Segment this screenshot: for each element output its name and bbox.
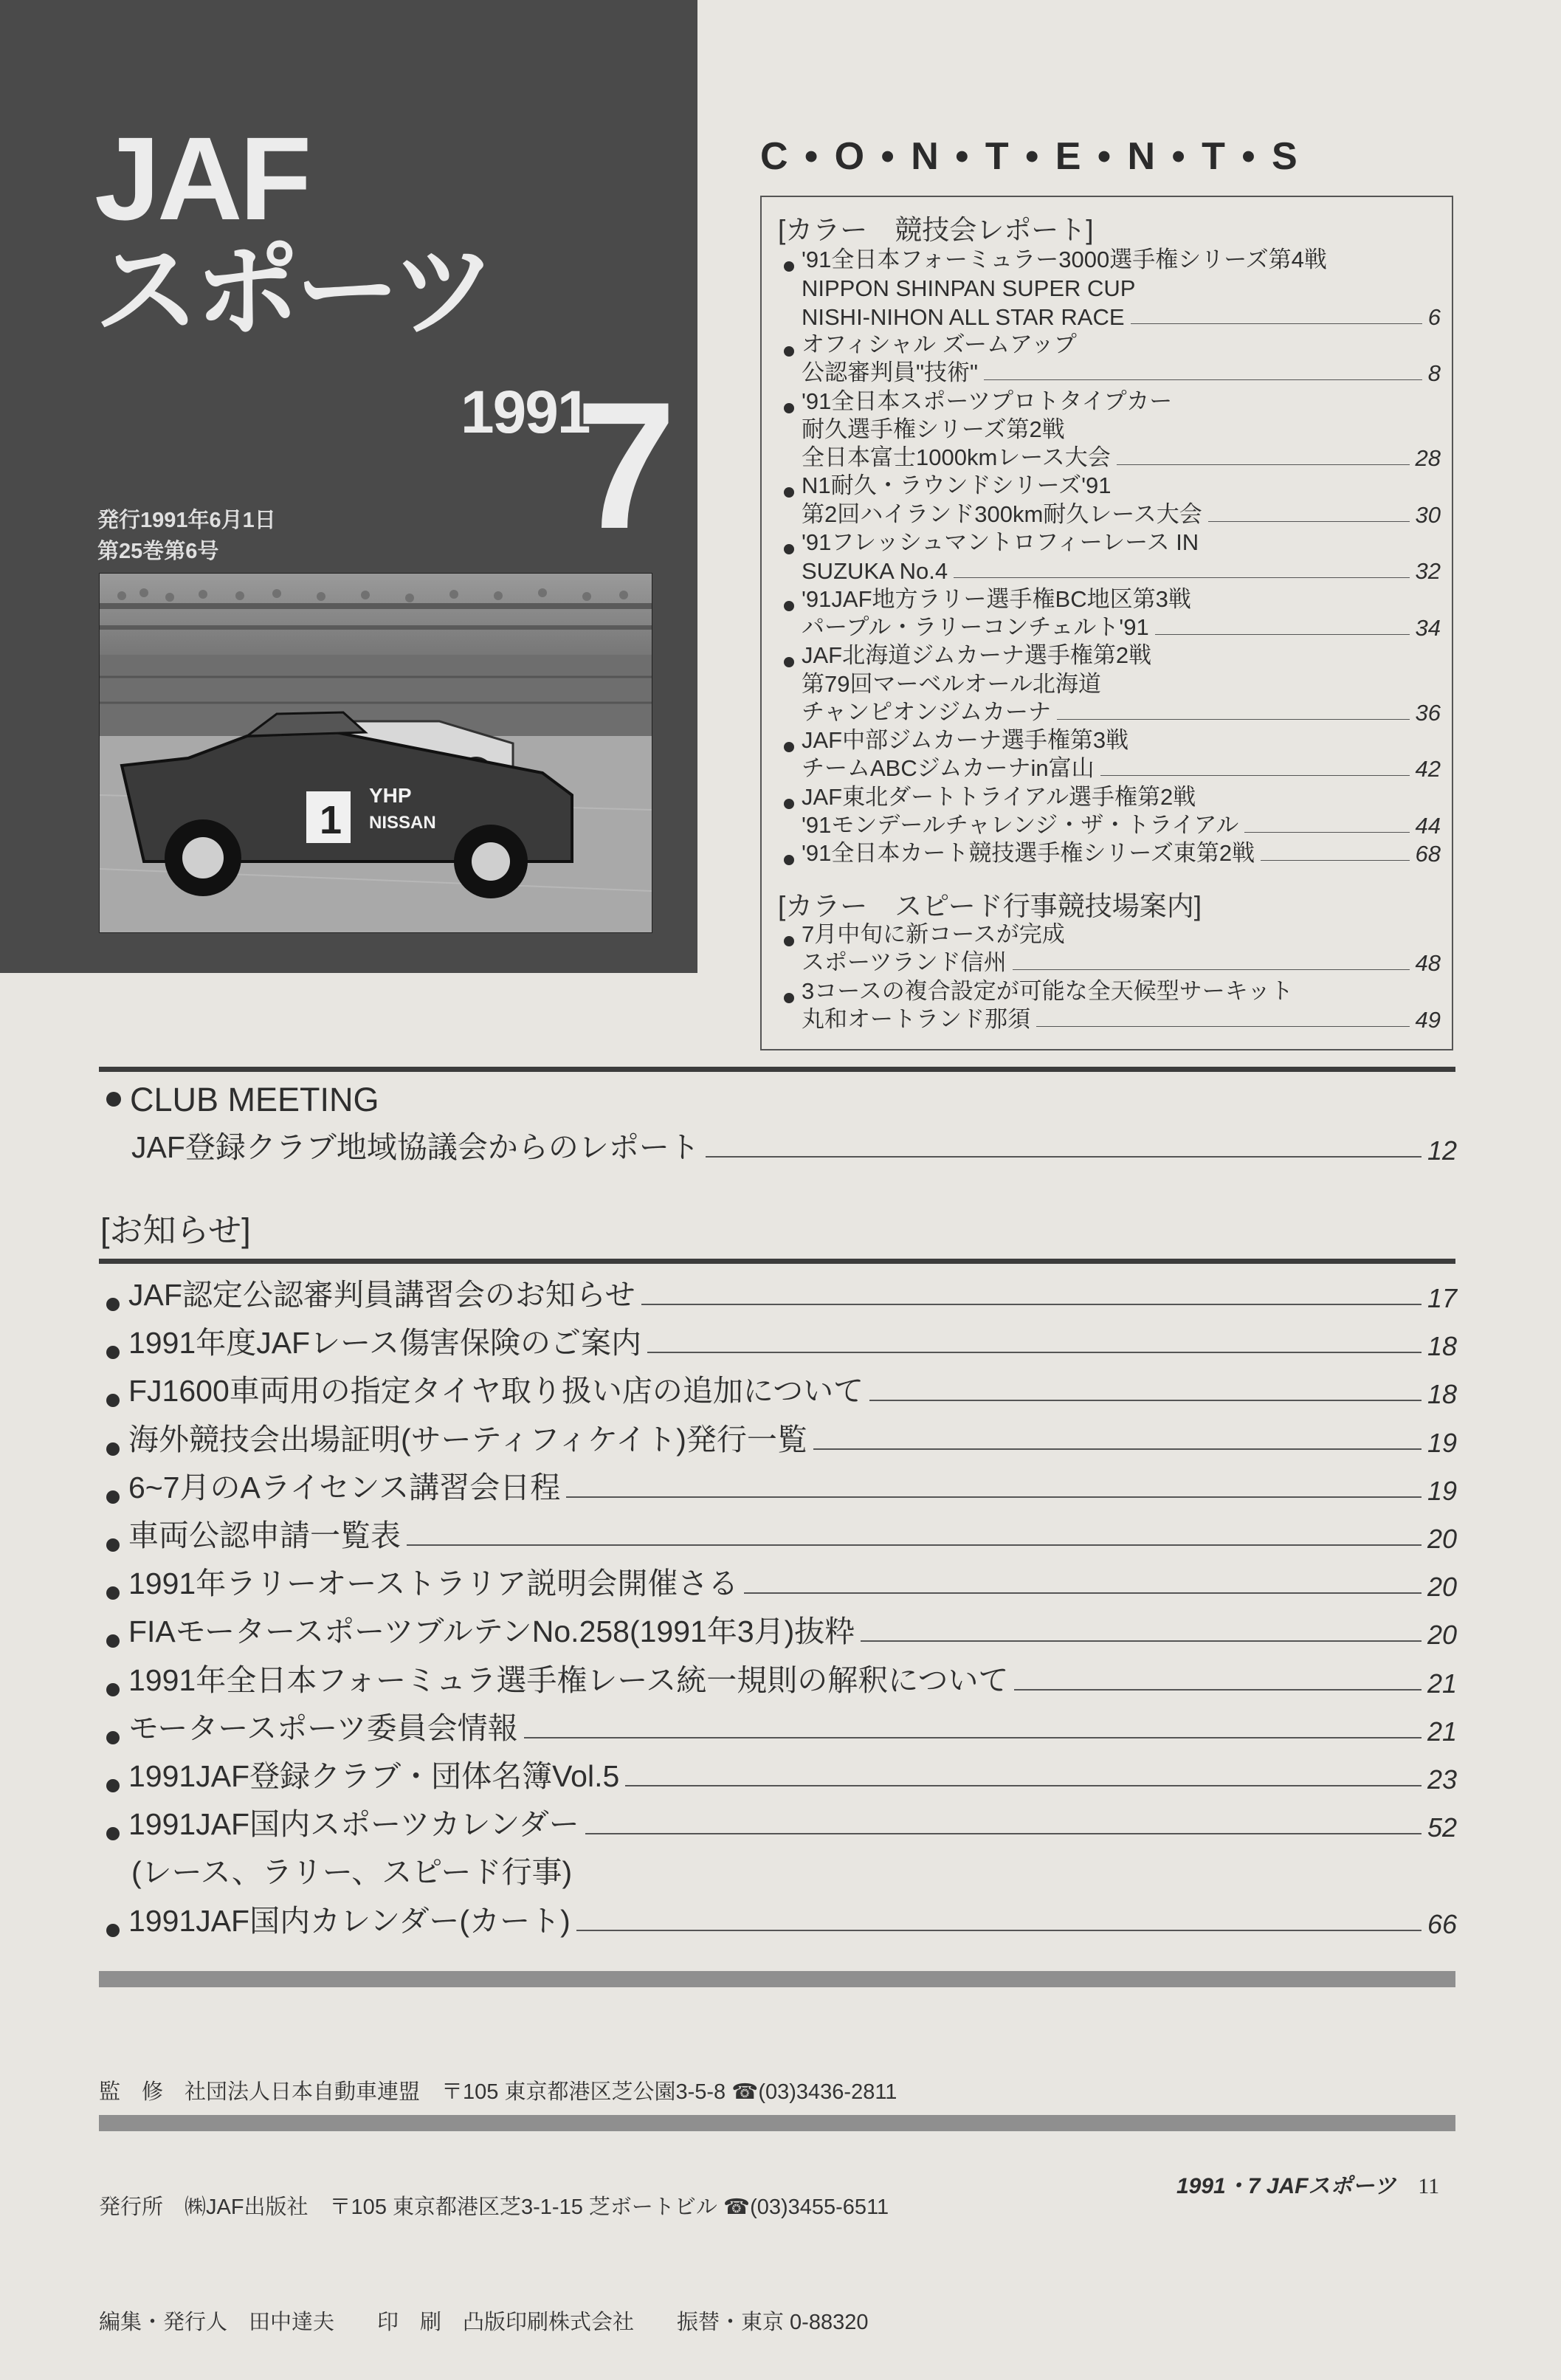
entry-title: 全日本富士1000kmレース大会	[802, 444, 1111, 471]
bullet-icon	[784, 601, 794, 611]
page-number: 42	[1415, 756, 1441, 783]
contents-entry[interactable]	[106, 1706, 1457, 1747]
contents-entry[interactable]	[802, 274, 1441, 302]
page-number: 17	[1427, 1283, 1457, 1313]
publisher-info	[99, 1996, 897, 2380]
issue-year: 1991	[461, 379, 590, 446]
bullet-icon	[106, 1538, 120, 1552]
entry-title: チームABCジムカーナin富山	[802, 755, 1095, 782]
issue-date: 発行1991年6月1日	[97, 509, 276, 532]
entry-title: '91JAF地方ラリー選手権BC地区第3戦	[802, 585, 1191, 612]
leader-line	[524, 1737, 1422, 1738]
club-meeting-title	[106, 1081, 379, 1119]
divider-info-top	[99, 1971, 1455, 1987]
car-number: 1	[320, 798, 342, 842]
entry-title: 3コースの複合設定が可能な全天候型サーキット	[802, 977, 1294, 1004]
entry-title: '91全日本フォーミュラー3000選手権シリーズ第4戦	[802, 247, 1327, 272]
page-number: 32	[1415, 558, 1441, 585]
contents-entry[interactable]	[106, 1321, 1457, 1362]
entry-title: オフィシャル ズームアップ	[802, 331, 1077, 357]
page-number: 20	[1427, 1524, 1457, 1554]
leader-line	[576, 1930, 1422, 1931]
bullet-icon	[784, 855, 794, 865]
entry-title: JAF東北ダートトライアル選手権第2戦	[802, 783, 1196, 810]
leader-line	[1131, 323, 1422, 324]
entry-title: 海外競技会出場証明(サーティフィケイト)発行一覧	[128, 1422, 807, 1456]
contents-entry[interactable]	[106, 1273, 1457, 1314]
leader-line	[954, 577, 1409, 578]
bullet-icon	[784, 993, 794, 1003]
entry-title: パープル・ラリーコンチェルト'91	[802, 613, 1149, 640]
bullet-icon	[784, 742, 794, 752]
page-number: 19	[1427, 1475, 1457, 1506]
leader-line	[861, 1640, 1422, 1642]
footer-issue: 1991・7 JAFスポーツ	[1176, 2174, 1396, 2198]
page-number: 8	[1427, 360, 1441, 387]
page-number: 36	[1415, 699, 1441, 726]
page-number: 66	[1427, 1908, 1457, 1939]
footer-page-number: 11	[1418, 2174, 1440, 2198]
entry-title: '91モンデールチャレンジ・ザ・トライアル	[802, 812, 1239, 838]
contents-entry[interactable]	[131, 1850, 1457, 1891]
issue-info	[97, 505, 276, 567]
bullet-icon	[106, 1634, 120, 1648]
entry-title: NISHI-NIHON ALL STAR RACE	[802, 303, 1125, 330]
entry-title: FJ1600車両用の指定タイヤ取り扱い店の追加について	[128, 1374, 864, 1409]
entry-title: JAF認定公認審判員講習会のお知らせ	[128, 1278, 635, 1312]
car-sponsor-yhp: YHP	[369, 784, 412, 807]
page-number: 12	[1427, 1135, 1457, 1166]
bullet-icon	[106, 1490, 120, 1504]
entry-title: スポーツランド信州	[802, 949, 1007, 976]
leader-line	[984, 379, 1422, 380]
bullet-icon	[784, 403, 794, 413]
entry-title: 6~7月のAライセンス講習会日程	[128, 1470, 561, 1504]
entry-title: 耐久選手権シリーズ第2戦	[802, 416, 1065, 442]
entry-title: (レース、ラリー、スピード行事)	[131, 1855, 573, 1890]
bullet-icon	[106, 1298, 120, 1311]
leader-line	[647, 1352, 1422, 1353]
leader-line	[744, 1592, 1422, 1594]
club-meeting-entry[interactable]	[131, 1125, 1457, 1166]
club-meeting-title-text: CLUB MEETING	[130, 1081, 379, 1118]
leader-line	[869, 1400, 1422, 1401]
issue-month: 7	[576, 364, 677, 566]
race-car-photo	[99, 573, 652, 933]
entry-title: 1991JAF登録クラブ・団体名簿Vol.5	[128, 1759, 620, 1793]
publisher-line-2: 発行所 ㈱JAF出版社 〒105 東京都港区芝3-1-15 芝ボートビル ☎(03)3455-6511	[99, 2195, 889, 2219]
bullet-icon	[106, 1779, 120, 1792]
page-number: 18	[1427, 1331, 1457, 1362]
issue-volume: 第25巻第6号	[97, 540, 219, 563]
contents-entry[interactable]	[106, 1754, 1457, 1795]
title-line-1: JAF	[94, 112, 309, 244]
page-number: 21	[1427, 1668, 1457, 1699]
publisher-line-1: 監 修 社団法人日本自動車連盟 〒105 東京都港区芝公園3-5-8 ☎(03)3436-2811	[99, 2080, 897, 2104]
color-report-heading: [カラー 競技会レポート]	[778, 215, 1094, 245]
entry-title: '91フレッシュマントロフィーレース IN	[802, 529, 1199, 555]
bullet-icon	[784, 261, 794, 272]
color-contents-box	[760, 196, 1453, 1050]
leader-line	[1057, 719, 1409, 720]
bullet-icon	[106, 1731, 120, 1744]
leader-line	[1261, 860, 1409, 861]
leader-line	[1036, 1026, 1410, 1027]
entry-title: 1991JAF国内スポーツカレンダー	[128, 1807, 579, 1842]
contents-entry[interactable]	[106, 1899, 1457, 1940]
leader-line	[407, 1544, 1422, 1546]
leader-line	[566, 1496, 1422, 1498]
page-number: 28	[1415, 445, 1441, 472]
page-number: 52	[1427, 1812, 1457, 1843]
contents-entry[interactable]	[106, 1465, 1457, 1507]
entry-title: 第79回マーベルオール北海道	[802, 670, 1101, 697]
page-number: 20	[1427, 1572, 1457, 1603]
speed-guide-heading: [カラー スピード行事競技場案内]	[778, 891, 1202, 921]
race-car-illustration	[100, 574, 652, 932]
contents-entry[interactable]	[106, 1561, 1457, 1603]
leader-line	[1100, 775, 1410, 776]
contents-entry[interactable]	[106, 1417, 1457, 1459]
leader-line	[706, 1156, 1422, 1158]
bullet-icon	[784, 657, 794, 667]
bullet-icon	[784, 936, 794, 946]
notices-heading: [お知らせ]	[100, 1211, 251, 1249]
bullet-icon	[106, 1442, 120, 1456]
page-footer	[1176, 2167, 1439, 2200]
leader-line	[1117, 464, 1410, 465]
entry-title: NIPPON SHINPAN SUPER CUP	[802, 275, 1136, 302]
entry-title: JAF北海道ジムカーナ選手権第2戦	[802, 642, 1152, 669]
entry-title: '91全日本カート競技選手権シリーズ東第2戦	[802, 840, 1255, 867]
magazine-title	[94, 112, 492, 351]
contents-entry[interactable]	[106, 1609, 1457, 1651]
page-number: 68	[1415, 841, 1441, 867]
page-number: 34	[1415, 614, 1441, 641]
title-line-2: スポーツ	[94, 233, 492, 351]
entry-title: 1991JAF国内カレンダー(カート)	[128, 1903, 571, 1938]
bullet-icon	[106, 1683, 120, 1696]
entry-title: 7月中旬に新コースが完成	[802, 921, 1065, 947]
contents-entry[interactable]	[784, 839, 1441, 867]
entry-title: 1991年ラリーオーストラリア説明会開催さる	[128, 1566, 739, 1601]
contents-heading: C • O • N • T • E • N • T • S	[760, 135, 1300, 178]
bullet-icon	[784, 487, 794, 498]
leader-line	[1155, 634, 1410, 635]
entry-title: チャンピオンジムカーナ	[802, 698, 1052, 725]
entry-title: JAF中部ジムカーナ選手権第3戦	[802, 727, 1129, 754]
entry-title: 車両公認申請一覧表	[128, 1519, 401, 1552]
leader-line	[625, 1785, 1422, 1786]
entry-title: FIAモータースポーツブルテンNo.258(1991年3月)抜粋	[128, 1614, 855, 1649]
entry-title: 1991年全日本フォーミュラ選手権レース統一規則の解釈について	[128, 1662, 1009, 1697]
bullet-icon	[106, 1394, 120, 1407]
page-number: 19	[1427, 1427, 1457, 1458]
publisher-line-3: 編集・発行人 田中達夫 印 刷 凸版印刷株式会社 振替・東京 0-88320	[99, 2311, 869, 2334]
contents-entry[interactable]	[106, 1369, 1457, 1410]
divider-info-bottom	[99, 2115, 1455, 2131]
divider-notices	[99, 1259, 1455, 1264]
bullet-icon	[784, 799, 794, 809]
leader-line	[813, 1448, 1422, 1450]
leader-line	[585, 1833, 1422, 1834]
bullet-icon	[106, 1924, 120, 1937]
entry-title: SUZUKA No.4	[802, 558, 948, 585]
page-number: 18	[1427, 1379, 1457, 1410]
page-number: 48	[1415, 950, 1441, 977]
contents-entry[interactable]	[106, 1658, 1457, 1699]
leader-line	[641, 1304, 1422, 1305]
page-number: 6	[1427, 303, 1441, 330]
contents-entry[interactable]	[784, 529, 1441, 557]
bullet-icon	[106, 1346, 120, 1359]
page-number: 21	[1427, 1716, 1457, 1747]
leader-line	[1014, 1689, 1421, 1691]
club-meeting-subtitle: JAF登録クラブ地域協議会からのレポート	[131, 1130, 700, 1164]
entry-title: N1耐久・ラウンドシリーズ'91	[802, 472, 1112, 499]
entry-title: 第2回ハイランド300km耐久レース大会	[802, 501, 1202, 527]
contents-entry[interactable]	[784, 246, 1441, 274]
page-number: 20	[1427, 1620, 1457, 1651]
page-number: 23	[1427, 1764, 1457, 1795]
car-sponsor-nissan: NISSAN	[369, 813, 436, 833]
contents-entry[interactable]	[106, 1513, 1457, 1555]
contents-entry[interactable]	[802, 1005, 1441, 1033]
entry-title: モータースポーツ委員会情報	[128, 1710, 518, 1745]
bullet-icon	[106, 1092, 121, 1107]
bullet-icon	[106, 1827, 120, 1840]
entry-title: 丸和オートランド那須	[802, 1005, 1030, 1032]
page-number: 49	[1415, 1006, 1441, 1033]
leader-line	[1013, 969, 1410, 970]
divider-top	[99, 1067, 1455, 1072]
leader-line	[1208, 521, 1410, 522]
bullet-icon	[784, 346, 794, 357]
page-number: 30	[1415, 501, 1441, 528]
contents-entry[interactable]	[106, 1802, 1457, 1843]
page-number: 44	[1415, 813, 1441, 839]
bullet-icon	[106, 1586, 120, 1600]
bullet-icon	[784, 544, 794, 554]
entry-title: '91全日本スポーツプロトタイプカー	[802, 388, 1173, 414]
leader-line	[1244, 832, 1409, 833]
entry-title: 1991年度JAFレース傷害保険のご案内	[128, 1326, 642, 1361]
entry-title: 公認審判員"技術"	[802, 360, 979, 386]
